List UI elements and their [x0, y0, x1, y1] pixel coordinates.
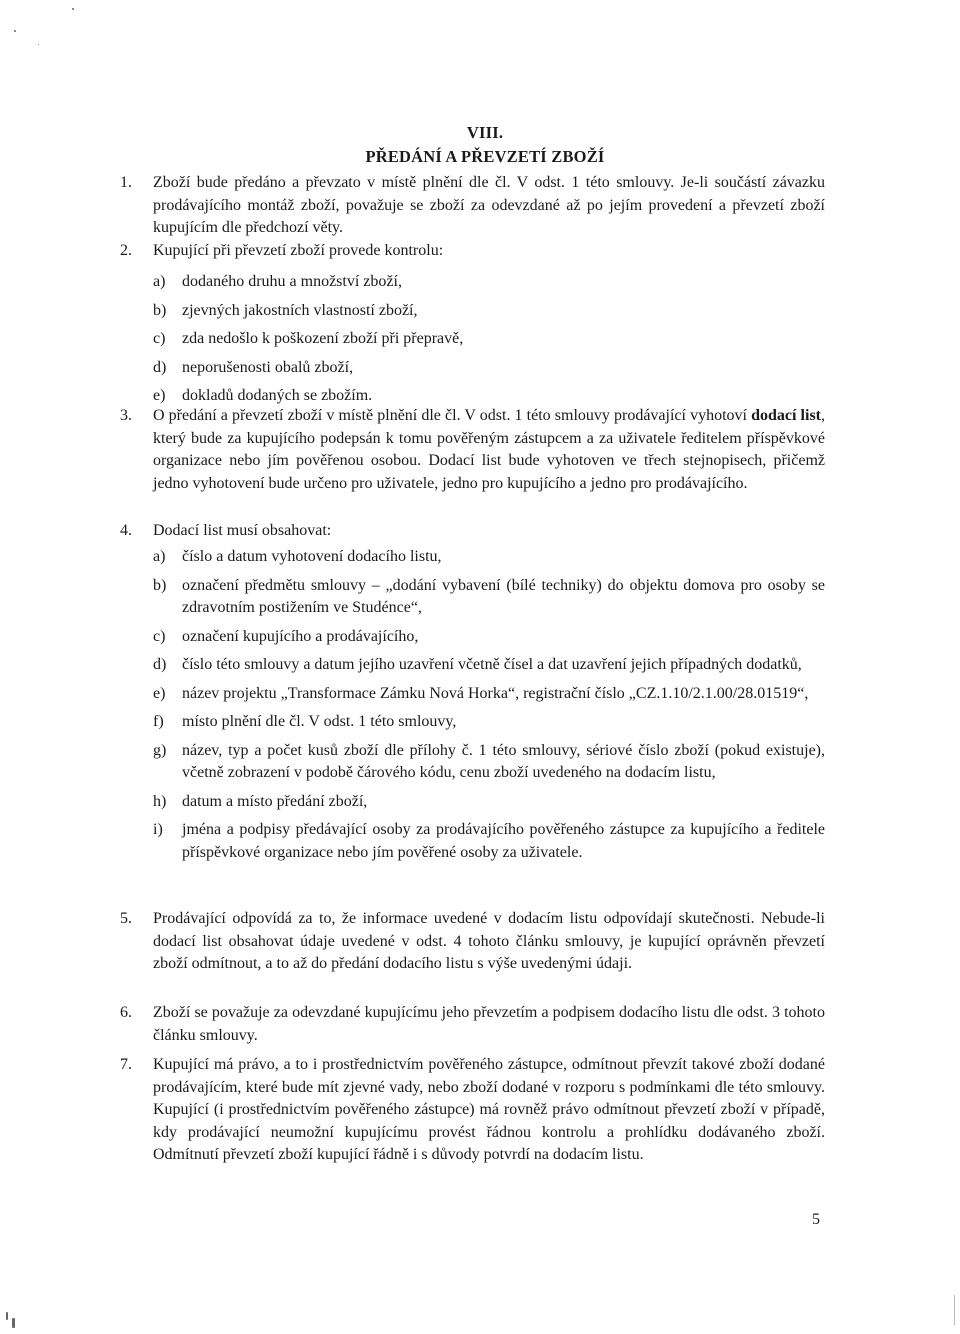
list-item [153, 575, 825, 620]
paragraph-3 [120, 405, 825, 495]
list-item [153, 626, 825, 649]
list-item-text: zda nedošlo k poškození zboží při přepravě, [182, 330, 464, 347]
paragraph-6 [120, 1002, 825, 1047]
chapter-title: PŘEDÁNÍ A PŘEVZETÍ ZBOŽÍ [365, 147, 605, 166]
paragraph-text: Prodávající odpovídá za to, že informace uvedené v dodacím listu odpovídají skutečnosti. Nebude-li dodací list obsahovat údaje uvedené v odst. 4 tohoto článku smlouvy, je kupující oprávněn převzetí zboží odmítnout, a to až do předání dodacího listu s výše uvedenými údaji. [153, 910, 825, 972]
paragraph-number: 1. [120, 174, 132, 191]
paragraph-number: 3. [120, 407, 132, 424]
list-item-label: f) [153, 713, 164, 730]
paragraph-text [153, 405, 825, 495]
paragraph-text-start: O předání a převzetí zboží v místě plnění dle čl. V odst. 1 této smlouvy prodávající vyhotoví [153, 407, 752, 424]
paragraph-number: 2. [120, 242, 132, 259]
list-item [153, 819, 825, 864]
list-item [153, 654, 825, 677]
list-item-text: název, typ a počet kusů zboží dle přílohy č. 1 této smlouvy, sériové číslo zboží (pokud existuje), včetně zobrazení v podobě čárového kódu, cenu zboží uvedeného na dodacím listu, [182, 741, 825, 781]
list-item [153, 354, 825, 383]
delivery-note-term: dodací list [751, 407, 821, 424]
list-item-text: dodaného druhu a množství zboží, [182, 273, 402, 290]
list-item [153, 297, 825, 326]
paragraph-5 [120, 908, 825, 976]
paragraph-4-list [153, 546, 825, 864]
paragraph-text: Kupující má právo, a to i prostřednictvím pověřeného zástupce, odmítnout převzít takové zboží dodané prodávajícím, které bude mít zjevné vady, nebo zboží dodané v rozporu s podmínkami dle této smlouvy. Kupující (i prostřednictvím pověřeného zástupce) má rovněž právo odmítnout převzetí zboží v případě, kdy prodávající neumožní kupujícímu provést řádnou kontrolu a prohlídku dodávaného zboží. Odmítnutí převzetí zboží kupující řádně i s důvody potvrdí na dodacím listu. [153, 1056, 825, 1163]
list-item [153, 546, 825, 569]
list-item-label: a) [153, 273, 166, 290]
list-item-label: h) [153, 792, 167, 810]
list-item-text: dokladů dodaných se zbožím. [182, 387, 373, 404]
paragraph-text: Zboží bude předáno a převzato v místě plnění dle čl. V odst. 1 této smlouvy. Je-li součástí závazku prodávajícího montáž zboží, považuje se zboží za odevzdané až po jejím provedení a převzetí zboží kupujícím dle předchozí věty. [153, 174, 825, 236]
paragraph-number: 4. [120, 522, 132, 539]
list-item-text: číslo a datum vyhotovení dodacího listu, [182, 548, 442, 565]
paragraph-number: 5. [120, 910, 132, 927]
scan-speck [14, 30, 16, 32]
list-item-text: neporušenosti obalů zboží, [182, 358, 354, 376]
list-item-label: g) [153, 741, 167, 759]
scan-speck [38, 44, 39, 45]
paragraph-2 [120, 240, 825, 263]
list-item-label: b) [153, 301, 167, 319]
list-item [153, 711, 825, 734]
paragraph-text: Zboží se považuje za odevzdané kupujícímu jeho převzetím a podpisem dodacího listu dle odst. 3 tohoto článku smlouvy. [153, 1004, 825, 1044]
paragraph-text-end: , který bude za kupujícího podepsán k tomu pověřeným zástupcem a za uživatele ředitelem příspěvkové organizace nebo jím pověřenou osobou. Dodací list bude vyhotoven ve třech stejnopisech, přičemž jedno vyhotovení bude určeno pro uživatele, jedno pro kupujícího a jedno pro prodávajícího. [153, 407, 825, 492]
list-item-label: a) [153, 548, 166, 565]
list-item-label: c) [153, 627, 166, 645]
paragraph-text: Kupující při převzetí zboží provede kontrolu: [153, 242, 444, 259]
chapter-number: VIII. [466, 123, 504, 142]
list-item-text: číslo této smlouvy a datum jejího uzavření včetně čísel a dat uzavření jejich případných dodatků, [182, 656, 802, 673]
paragraph-number: 7. [120, 1056, 132, 1073]
scan-speck [12, 1318, 15, 1328]
list-item [153, 740, 825, 785]
list-item-label: i) [153, 821, 163, 838]
paragraph-7 [120, 1054, 825, 1167]
list-item [153, 791, 825, 814]
list-item-text: označení kupujícího a prodávajícího, [182, 627, 419, 645]
paragraph-1 [120, 172, 825, 240]
list-item-label: d) [153, 358, 167, 376]
list-item [153, 683, 825, 706]
list-item-text: název projektu „Transformace Zámku Nová Horka“, registrační číslo „CZ.1.10/2.1.00/28.01519“, [182, 684, 809, 702]
list-item [153, 325, 825, 354]
list-item-text: místo plnění dle čl. V odst. 1 této smlouvy, [182, 713, 457, 730]
paragraph-text: Dodací list musí obsahovat: [153, 522, 332, 539]
scan-speck [6, 1312, 8, 1320]
list-item-label: b) [153, 576, 167, 594]
list-item-label: d) [153, 656, 167, 673]
page-number: 5 [812, 1211, 820, 1228]
list-item-text: označení předmětu smlouvy – „dodání vybavení (bílé techniky) do objektu domova pro osoby se zdravotním postižením ve Studénce“, [182, 576, 825, 616]
list-item-text: datum a místo předání zboží, [182, 792, 368, 810]
paragraph-4 [120, 520, 825, 543]
list-item [153, 268, 825, 297]
scan-speck [72, 8, 74, 10]
list-item-label: e) [153, 387, 166, 404]
paragraph-number: 6. [120, 1004, 132, 1021]
list-item-label: c) [153, 330, 166, 347]
paragraph-2-list [153, 268, 825, 411]
scan-speck [954, 1295, 955, 1325]
list-item-text: jména a podpisy předávající osoby za prodávajícího pověřeného zástupce za kupujícího a ředitele příspěvkové organizace nebo jím pověřené osoby za uživatele. [182, 821, 825, 861]
list-item-label: e) [153, 684, 166, 702]
list-item-text: zjevných jakostních vlastností zboží, [182, 301, 418, 319]
